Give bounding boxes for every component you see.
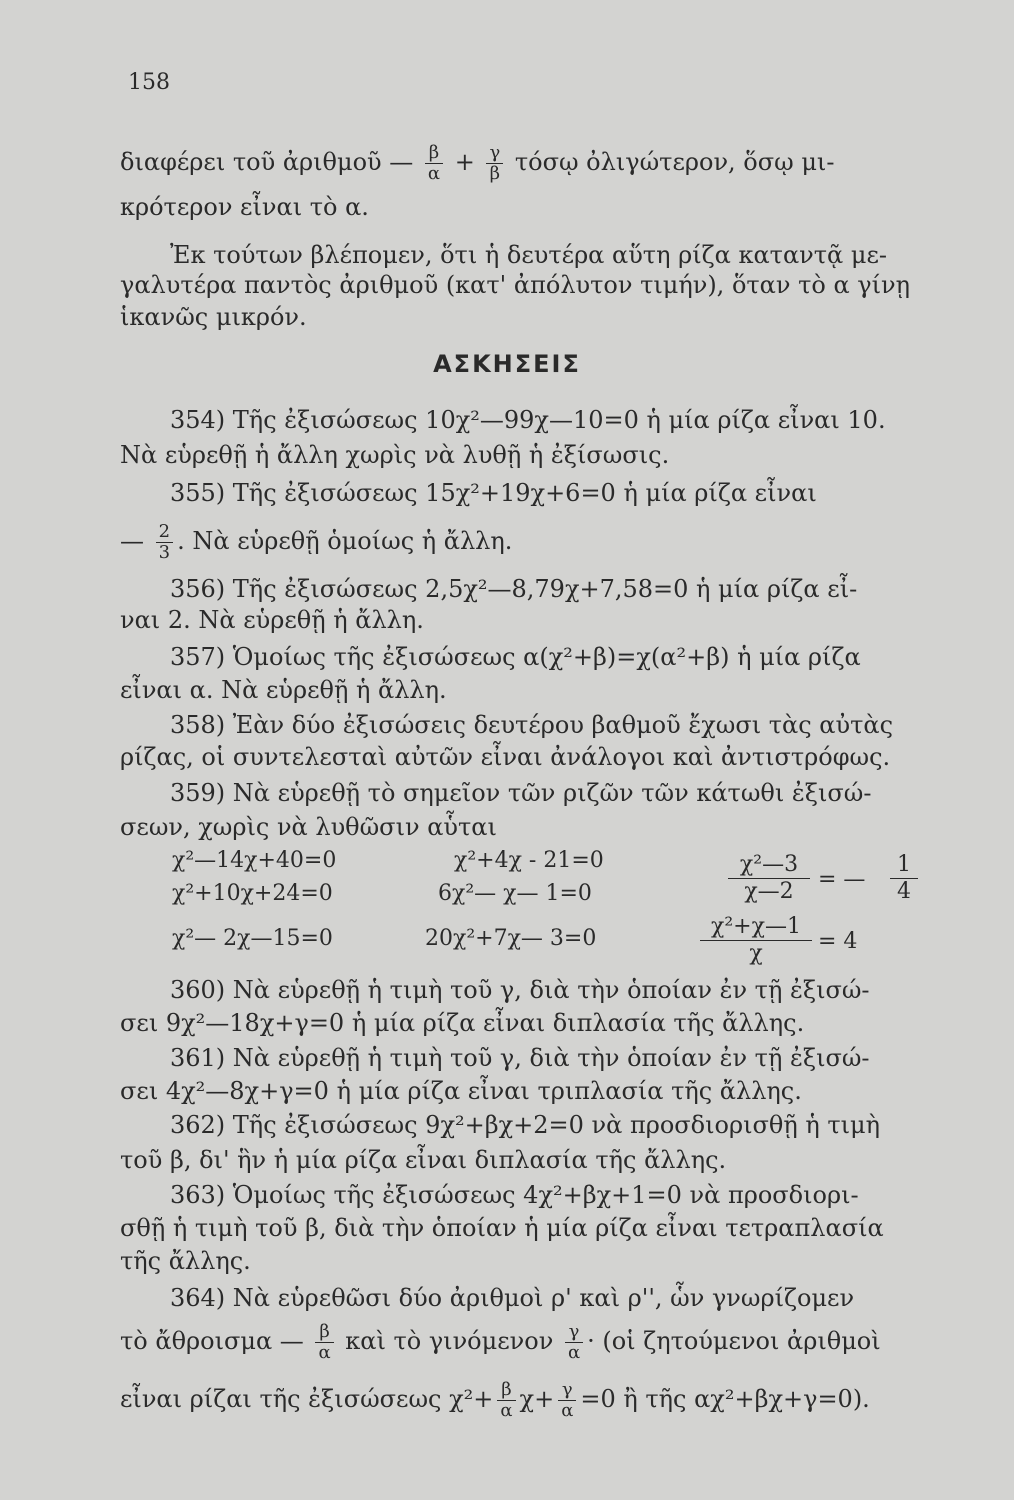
exercise-364-line-3	[120, 1380, 870, 1421]
exercise-364-text: εἶναι ρίζαι τῆς ἐξισώσεως χ²+	[120, 1385, 494, 1413]
equation-c1-rhs: = —	[818, 867, 866, 892]
equation-b1: χ²+4χ - 21=0	[454, 848, 604, 873]
exercise-358-line-1: 358) Ἐὰν δύο ἐξισώσεις δευτέρου βαθμοῦ ἔχωσι τὰς αὐτὰς	[170, 711, 894, 739]
plus-sign: +	[454, 148, 475, 176]
intro-text: τόσῳ ὀλιγώτερον, ὅσῳ μι-	[514, 148, 835, 176]
exercise-363-line-3: τῆς ἄλλης.	[120, 1247, 251, 1275]
exercise-358-line-2: ρίζας, οἱ συντελεσταὶ αὐτῶν εἶναι ἀνάλογοι καὶ ἀντιστρόφως.	[120, 743, 891, 771]
exercise-363-line-1: 363) Ὁμοίως τῆς ἐξισώσεως 4χ²+βχ+1=0 νὰ προσδιορι-	[170, 1181, 859, 1209]
equation-c1-fraction: χ²—3 χ—2	[728, 852, 810, 905]
equation-b3: 20χ²+7χ— 3=0	[425, 926, 597, 951]
exercise-362-line-2: τοῦ β, δι' ἣν ἡ μία ρίζα εἶναι διπλασία τῆς ἄλλης.	[120, 1146, 727, 1174]
exercise-360-line-1: 360) Νὰ εὑρεθῇ ἡ τιμὴ τοῦ γ, διὰ τὴν ὁποίαν ἐν τῇ ἐξισώ-	[170, 976, 870, 1004]
exercise-355-text: . Νὰ εὑρεθῇ ὁμοίως ἡ ἄλλη.	[177, 527, 513, 555]
exercise-355-line-1: 355) Τῆς ἐξισώσεως 15χ²+19χ+6=0 ἡ μία ρίζα εἶναι	[170, 479, 817, 507]
exercise-362-line-1: 362) Τῆς ἐξισώσεως 9χ²+βχ+2=0 νὰ προσδιορισθῇ ἡ τιμὴ	[170, 1111, 881, 1139]
exercise-361-line-1: 361) Νὰ εὑρεθῇ ἡ τιμὴ τοῦ γ, διὰ τὴν ὁποίαν ἐν τῇ ἐξισώ-	[170, 1044, 870, 1072]
exercise-364-line-2	[120, 1322, 881, 1363]
page-number: 158	[128, 70, 170, 95]
exercise-354-line-2: Νὰ εὑρεθῇ ἡ ἄλλη χωρὶς νὰ λυθῇ ἡ ἐξίσωσις.	[120, 441, 670, 469]
intro-line-5: ἱκανῶς μικρόν.	[120, 303, 307, 331]
equation-c1-right-fraction: 1 4	[890, 852, 918, 905]
exercise-356-line-2: ναι 2. Νὰ εὑρεθῇ ἡ ἄλλη.	[120, 606, 424, 634]
exercise-364-text: τὸ ἄθροισμα —	[120, 1327, 304, 1355]
exercise-361-line-2: σει 4χ²—8χ+γ=0 ἡ μία ρίζα εἶναι τριπλασία τῆς ἄλλης.	[120, 1077, 802, 1105]
exercise-364-text: · (οἱ ζητούμενοι ἀριθμοὶ	[587, 1327, 881, 1355]
equation-a3: χ²— 2χ—15=0	[172, 926, 333, 951]
exercise-364-line-1: 364) Νὰ εὑρεθῶσι δύο ἀριθμοὶ ρ' καὶ ρ'', ὧν γνωρίζομεν	[170, 1284, 855, 1312]
exercise-357-line-1: 357) Ὁμοίως τῆς ἐξισώσεως α(χ²+β)=χ(α²+β) ἡ μία ρίζα	[170, 643, 861, 671]
equation-c2-fraction: χ²+χ—1 χ	[700, 914, 812, 967]
intro-line-3: Ἐκ τούτων βλέπομεν, ὅτι ἡ δευτέρα αὕτη ρίζα καταντᾷ με-	[170, 241, 887, 269]
exercise-356-line-1: 356) Τῆς ἐξισώσεως 2,5χ²—8,79χ+7,58=0 ἡ μία ρίζα εἶ-	[170, 575, 858, 603]
fraction-beta-alpha: $\frac{\beta}{\alpha}$	[315, 1322, 333, 1363]
fraction-two-thirds: $\frac{2}{3}$	[156, 522, 173, 563]
section-heading: ΑΣΚΗΣΕΙΣ	[433, 350, 581, 378]
fraction-gamma-alpha: $\frac{\gamma}{\alpha}$	[558, 1380, 576, 1421]
fraction-beta-alpha: $\frac{\beta}{\alpha}$	[497, 1380, 515, 1421]
exercise-357-line-2: εἶναι α. Νὰ εὑρεθῇ ἡ ἄλλη.	[120, 676, 447, 704]
equation-a2: χ²+10χ+24=0	[172, 881, 333, 906]
exercise-355-line-2	[120, 522, 512, 563]
exercise-363-line-2: σθῇ ἡ τιμὴ τοῦ β, διὰ τὴν ὁποίαν ἡ μία ρίζα εἶναι τετραπλασία	[120, 1214, 884, 1242]
exercise-364-text: χ+	[519, 1385, 555, 1413]
equation-c2-rhs: = 4	[818, 929, 858, 954]
exercise-364-text: =0 ἢ τῆς αχ²+βχ+γ=0).	[580, 1385, 870, 1413]
equation-a1: χ²—14χ+40=0	[172, 848, 337, 873]
exercise-359-line-1: 359) Νὰ εὑρεθῇ τὸ σημεῖον τῶν ριζῶν τῶν κάτωθι ἐξισώ-	[170, 779, 872, 807]
minus-sign: —	[120, 527, 144, 555]
exercise-364-text: καὶ τὸ γινόμενον	[345, 1327, 554, 1355]
equation-b2: 6χ²— χ— 1=0	[438, 881, 592, 906]
exercise-360-line-2: σει 9χ²—18χ+γ=0 ἡ μία ρίζα εἶναι διπλασία τῆς ἄλλης.	[120, 1009, 805, 1037]
fraction-beta-alpha: $\frac{\beta}{\alpha}$	[425, 143, 443, 184]
intro-line-4: γαλυτέρα παντὸς ἀριθμοῦ (κατ' ἀπόλυτον τιμήν), ὅταν τὸ α γίνῃ	[120, 271, 911, 299]
exercise-359-line-2: σεων, χωρὶς νὰ λυθῶσιν αὗται	[120, 813, 497, 841]
intro-line-2: κρότερον εἶναι τὸ α.	[120, 193, 369, 221]
exercise-354-line-1: 354) Τῆς ἐξισώσεως 10χ²—99χ—10=0 ἡ μία ρίζα εἶναι 10.	[170, 406, 886, 434]
fraction-gamma-alpha: $\frac{\gamma}{\alpha}$	[565, 1322, 583, 1363]
intro-text: διαφέρει τοῦ ἀριθμοῦ —	[120, 148, 414, 176]
fraction-gamma-beta: $\frac{\gamma}{\beta}$	[486, 143, 503, 184]
intro-line-1	[120, 143, 834, 184]
